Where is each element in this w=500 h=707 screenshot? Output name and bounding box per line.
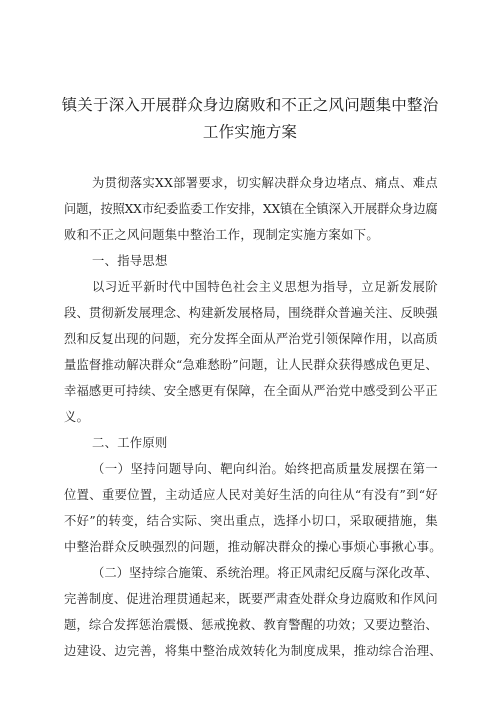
document-title-line-2: 工作实施方案 (202, 123, 298, 141)
document-page: 镇关于深入开展群众身边腐败和不正之风问题集中整治 工作实施方案 为贯彻落实XX部署要求，切实解决群众身边堵点、痛点、难点 问题，按照XX市纪委监委工作安排，XX镇在全镇深入开展群众身边腐 败和不正之风问题集中整治工作，现制定实施方案如下。 一、指导思想 以习近平新时代中国特色社会主义思想为指导，立足新发展阶 段、贯彻新发展理念、构建新发展格局，围绕群众普遍关注、反映强 烈和反复出现的问题，充分发挥全面从严治党引领保障作用，以高质 量监督推动解决群众“急难愁盼”问题，让人民群众获得感成色更足、 幸福感更可持续、安全感更有保障，在全面从严治党中感受到公平正 义。 二、工作原则 （一）坚持问题导向、靶向纠治。始终把高质量发展摆在第一 位置、重要位置，主动适应人民对美好生活的向往从“有没有”到“好 不好”的转变，结合实际、突出重点，选择小切口，采取硬措施，集 中整治群众反映强烈的问题，推动解决群众的操心事烦心事揪心事。 （二）坚持综合施策、系统治理。将正风肃纪反腐与深化改革、 完善制度、促进治理贯通起来，既要严肃查处群众身边腐败和作风问 题，综合发挥惩治震慑、惩戒挽救、教育警醒的功效；又要边整治、 边建设、边完善，将集中整治成效转化为制度成果，推动综合治理、 (0, 0, 500, 707)
document-title-line-1: 镇关于深入开展群众身边腐败和不正之风问题集中整治 (61, 96, 439, 114)
